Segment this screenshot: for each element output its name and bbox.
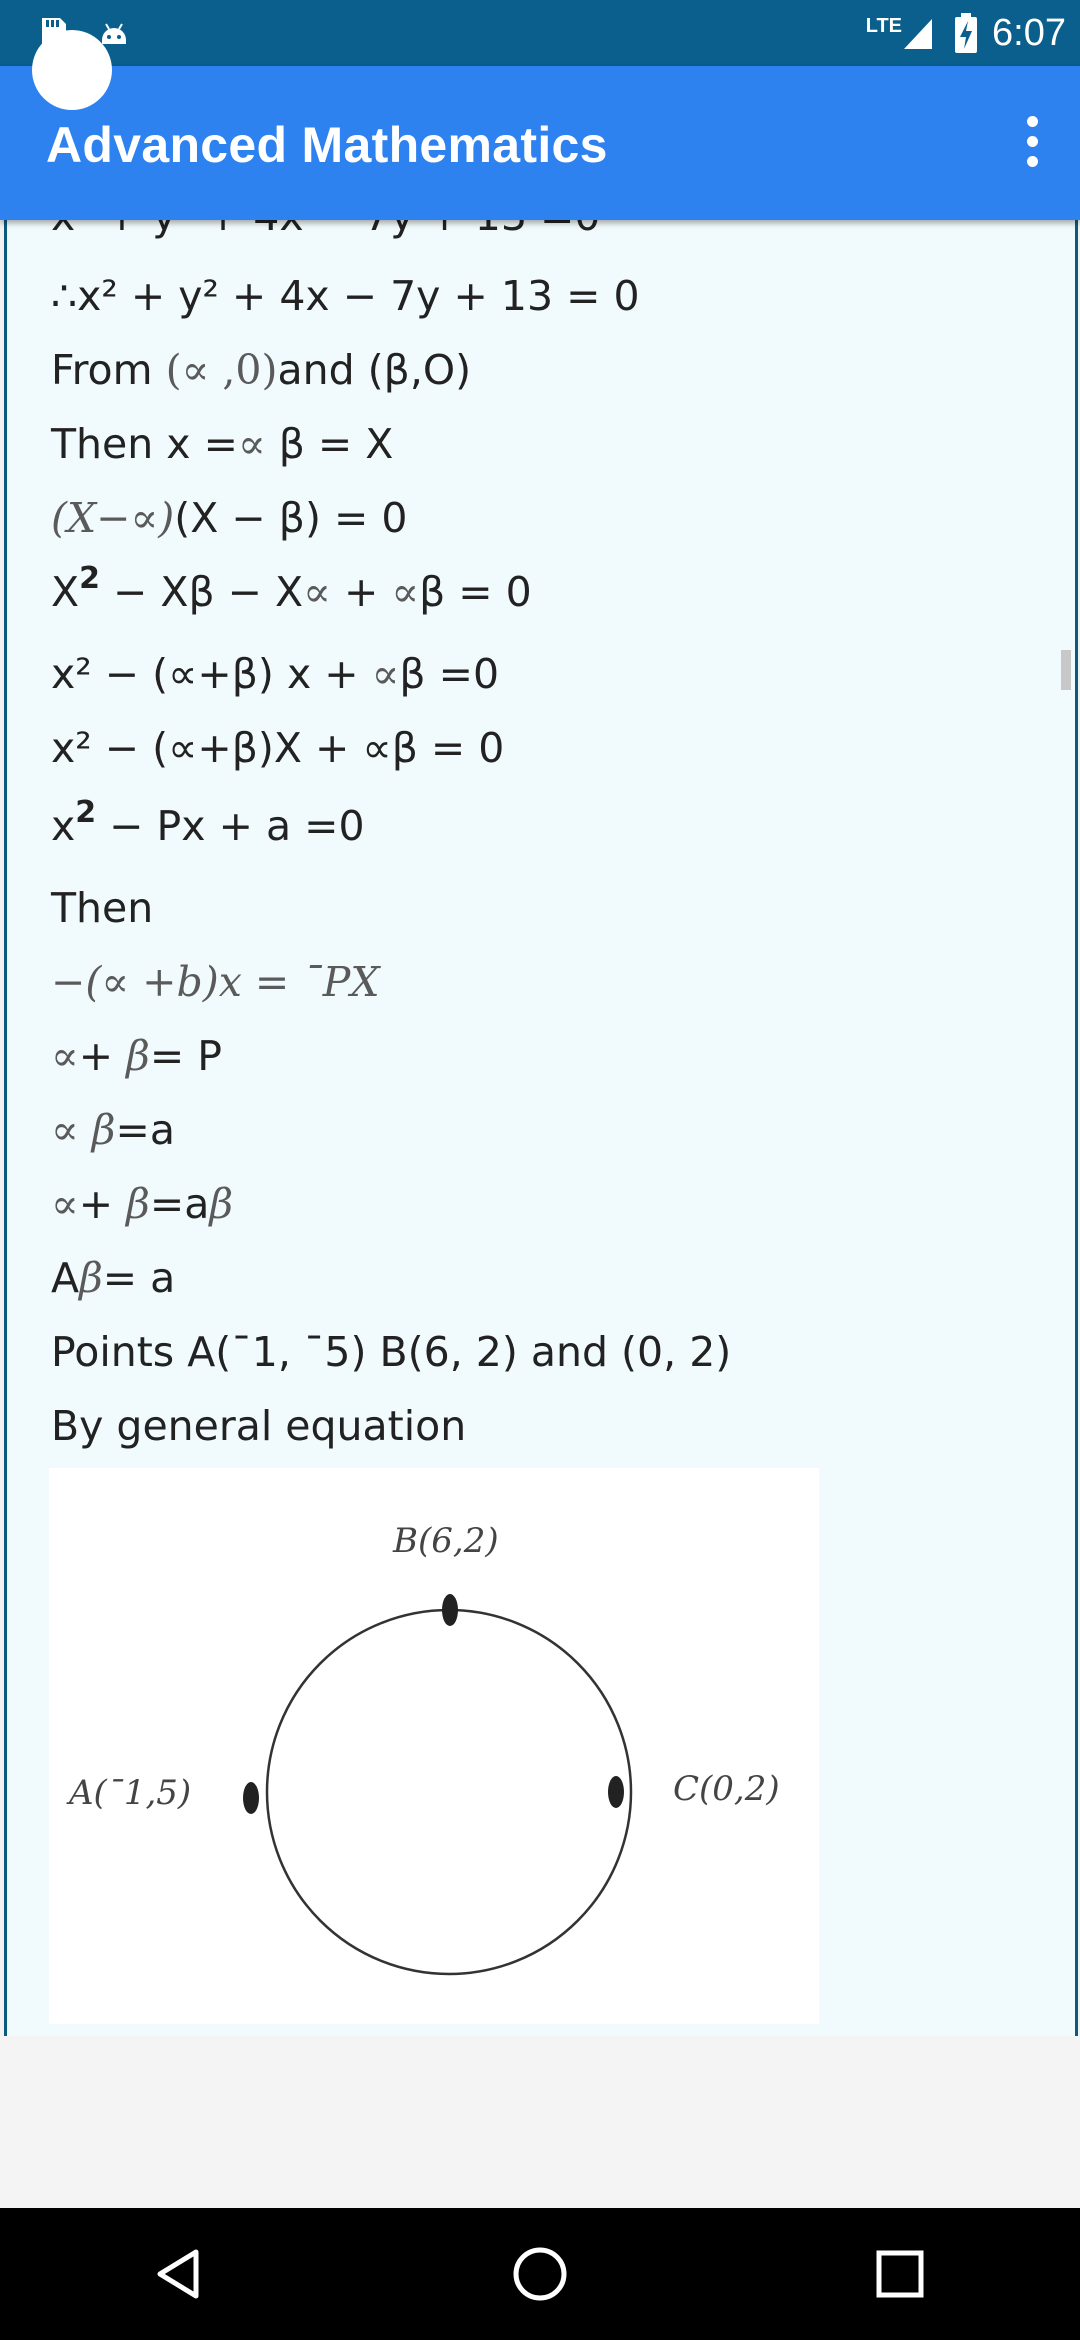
equation-line: x² − (∝+β)X + ∝β = 0 (51, 724, 505, 772)
text-span: + (78, 1180, 127, 1228)
menu-dot (1027, 136, 1038, 147)
equation-line (51, 420, 393, 468)
text-span: =a (149, 1180, 210, 1228)
clock: 6:07 (992, 11, 1066, 54)
equation-line: Then (51, 884, 154, 932)
point-c-label: C(0,2) (673, 1769, 780, 1809)
app-title: Advanced Mathematics (46, 117, 608, 173)
content-scroll-view[interactable] (4, 220, 1078, 2039)
math-span: ∝ (51, 1032, 79, 1080)
math-span: ∝ (51, 1106, 92, 1154)
text-span: X (51, 568, 80, 616)
text-span: = P (149, 1032, 222, 1080)
equation-line: By general equation (51, 1402, 467, 1450)
point-b-marker (442, 1594, 458, 1626)
menu-dot (1027, 116, 1038, 127)
point-a-marker (243, 1782, 259, 1814)
text-span: + (78, 1032, 127, 1080)
navigation-bar (0, 2208, 1080, 2340)
math-span: β (209, 1180, 234, 1228)
menu-dot (1027, 156, 1038, 167)
equation-line (51, 1032, 222, 1080)
battery-charging-icon (954, 13, 978, 53)
app-bar (0, 66, 1080, 220)
text-span: (X − β) = 0 (174, 494, 408, 542)
equation-line: −(∝ +b)x = ¯PX (51, 958, 380, 1006)
text-span: β = X (265, 420, 394, 468)
home-button[interactable] (480, 2214, 600, 2334)
signal-icon (902, 15, 934, 51)
text-span: = a (102, 1254, 176, 1302)
text-span: Then x = (51, 420, 238, 468)
text-span: A (51, 1254, 80, 1302)
math-span: β (126, 1032, 150, 1080)
text-span: + (330, 568, 392, 616)
text-span: − Px + a =0 (96, 802, 365, 850)
status-icons (866, 0, 1080, 66)
text-span: =a (115, 1106, 175, 1154)
more-vert-icon[interactable] (1002, 106, 1062, 176)
math-span: (X−∝) (51, 494, 175, 542)
superscript: 2 (75, 795, 97, 830)
text-span: x² − (∝+β) x + (51, 650, 372, 698)
equation-line (51, 1106, 175, 1154)
math-span: β (91, 1106, 116, 1154)
math-span: ∝ (371, 650, 400, 698)
circle-diagram-svg (49, 1468, 819, 2024)
equation-line (51, 795, 365, 850)
math-span: ∝ (391, 568, 420, 616)
bottom-blank-area (0, 2036, 1080, 2208)
equation-line (51, 1180, 233, 1228)
text-span: From (51, 346, 166, 394)
scrollbar-thumb[interactable] (1061, 650, 1071, 690)
back-icon (152, 2246, 208, 2302)
math-span: (∝ ,0) (165, 346, 278, 394)
math-span: ∝ (303, 568, 331, 616)
circle-diagram (49, 1468, 819, 2024)
math-span: β (126, 1180, 150, 1228)
equation-line: ∴x² + y² + 4x − 7y + 13 = 0 (51, 272, 640, 320)
text-span: and (β,O) (277, 346, 472, 394)
equation-line (51, 561, 532, 616)
back-button[interactable] (120, 2214, 240, 2334)
equation-line (51, 650, 499, 698)
equation-line (51, 494, 407, 542)
circle-shape (267, 1610, 631, 1974)
math-span: ∝ (237, 420, 266, 468)
recents-icon (874, 2248, 926, 2300)
text-span: x (51, 802, 76, 850)
superscript: 2 (79, 561, 100, 596)
text-span: β = 0 (419, 568, 532, 616)
equation-line (51, 1254, 175, 1302)
network-label: LTE (865, 14, 903, 37)
math-span: ∝ (51, 1180, 79, 1228)
home-icon (510, 2244, 570, 2304)
equation-line: Points A(¯1, ¯5) B(6, 2) and (0, 2) (51, 1328, 732, 1376)
equation-line (51, 346, 471, 394)
point-a-label: A(¯1,5) (69, 1773, 192, 1813)
math-span: β (79, 1254, 103, 1302)
avatar (32, 30, 112, 110)
status-bar (0, 0, 1080, 66)
point-b-label: B(6,2) (393, 1521, 499, 1561)
text-span: β =0 (399, 650, 500, 698)
point-c-marker (608, 1776, 624, 1808)
text-span: − Xβ − X (99, 568, 304, 616)
recents-button[interactable] (840, 2214, 960, 2334)
